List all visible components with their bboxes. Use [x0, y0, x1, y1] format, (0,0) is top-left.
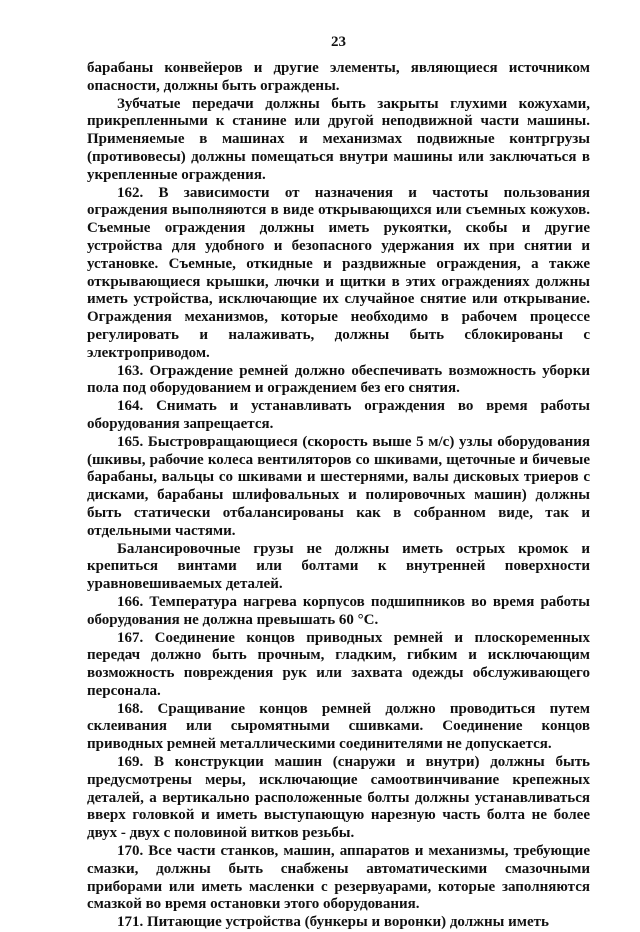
paragraph: 167. Соединение концов приводных ремней и плоскоременных передач должно быть прочным, гладким, гибким и исключающим возможность повреждения рук или захвата одежды обслуживающего персонала. — [87, 629, 590, 699]
paragraph: барабаны конвейеров и другие элементы, являющиеся источником опасности, должны быть ограждены. — [87, 60, 590, 94]
paragraph: Балансировочные грузы не должны иметь острых кромок и крепиться винтами или болтами к внутренней поверхности уравновешиваемых деталей. — [87, 540, 590, 593]
paragraph: Зубчатые передачи должны быть закрыты глухими кожухами, прикрепленными к станине или другой неподвижной части машины. Применяемые в машинах и механизмах подвижные контргрузы (противовесы) должны помещаться внутри машины или заключаться в укрепленные ограждения. — [87, 95, 590, 183]
paragraph: 171. Питающие устройства (бункеры и воронки) должны иметь — [117, 914, 549, 931]
paragraph: 166. Температура нагрева корпусов подшипников во время работы оборудования не должна превышать 60 °С. — [87, 593, 590, 628]
paragraph: 168. Сращивание концов ремней должно проводиться путем склеивания или сыромятными сшивками. Соединение концов приводных ремней металлическими соединителями не допускается. — [87, 700, 590, 753]
paragraph: 163. Ограждение ремней должно обеспечивать возможность уборки пола под оборудованием и ограждением без его снятия. — [87, 362, 590, 397]
paragraph: 169. В конструкции машин (снаружи и внутри) должны быть предусмотрены меры, исключающие самоотвинчивание крепежных деталей, а вертикально расположенные болты должны устанавливаться вверх головкой и иметь выступающую нарезную часть болта не более двух - двух с половиной витков резьбы. — [87, 754, 590, 842]
paragraph: 164. Снимать и устанавливать ограждения во время работы оборудования запрещается. — [87, 398, 590, 432]
paragraph: 170. Все части станков, машин, аппаратов и механизмы, требующие смазки, должны быть снабжены автоматическими смазочными приборами или иметь масленки с резервуарами, которые заполняются смазкой во время остановки этого оборудования. — [87, 843, 590, 913]
paragraph: 165. Быстровращающиеся (скорость выше 5 м/с) узлы оборудования (шкивы, рабочие колеса вентиляторов со шкивами, щеточные и бичевые барабаны, вальцы со шкивами и шестернями, валы дисковых триеров с дисками, барабаны шлифовальных и полировочных машин) должны быть статически отбалансированы как в собранном виде, так и отдельными частями. — [87, 433, 590, 539]
paragraph: 162. В зависимости от назначения и частоты пользования ограждения выполняются в виде открывающихся или съемных кожухов. Съемные ограждения должны иметь рукоятки, скобы и другие устройства для удобного и безопасного удержания их при снятии и установке. Съемные, откидные и раздвижные ограждения, а также открывающиеся крышки, лючки и щитки в этих ограждениях должны иметь устройства, исключающие их случайное снятие или открывание. Ограждения механизмов, которые необходимо в рабочем процессе регулировать и налаживать, должны быть сблокированы с электроприводом. — [87, 184, 590, 361]
page-number: 23 — [331, 34, 346, 50]
document-body — [87, 60, 590, 932]
document-page — [87, 32, 590, 932]
